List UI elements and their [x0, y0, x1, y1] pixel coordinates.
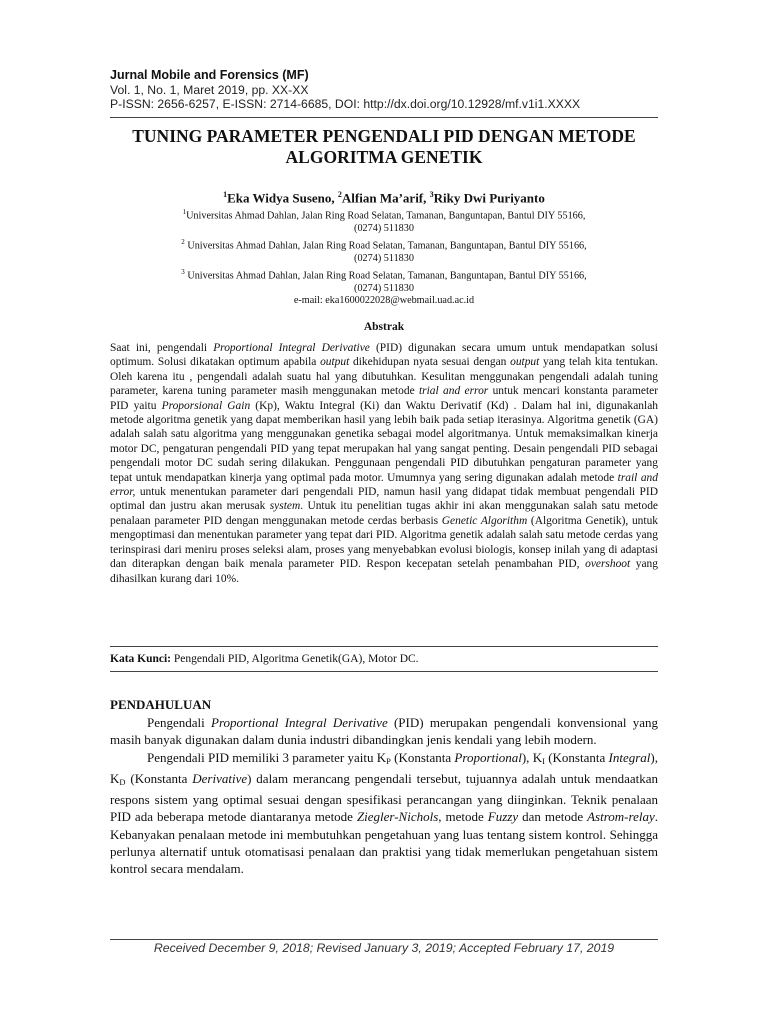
intro-paragraph-2-run: ), K	[521, 749, 543, 765]
intro-paragraph-1-run: Proportional Integral Derivative	[211, 715, 388, 730]
intro-paragraph-2-run: Ziegler-Nichols	[356, 809, 439, 825]
abstract-body	[110, 341, 658, 586]
keywords	[110, 653, 658, 665]
author-list	[110, 187, 658, 206]
abstract-text-run: untuk menentukan parameter dari pengendali PID, namun hasil yang didapat tidak membuat pengendali PID optimal dan justru akan merusak	[110, 486, 658, 513]
intro-paragraph-2-run: P	[386, 755, 391, 766]
intro-paragraph-2-run: D	[119, 776, 126, 787]
journal-issn-doi: P-ISSN: 2656-6257, E-ISSN: 2714-6685, DOI: http://dx.doi.org/10.12928/mf.v1i1.XXXX	[110, 97, 581, 111]
keywords-text: Pengendali PID, Algoritma Genetik(GA), Motor DC.	[171, 653, 419, 665]
header-rule	[110, 117, 658, 118]
abstract-text-run: (PID) digunakan secara umum untuk mendapatkan solusi optimum. Solusi dikatakan optimum apabila	[110, 342, 658, 369]
affiliation-3	[110, 266, 658, 283]
email: e-mail: eka1600022028@webmail.uad.ac.id	[293, 295, 475, 307]
abstract-text-run: system	[269, 500, 301, 513]
affiliation-2-phone: (0274) 511830	[354, 252, 414, 264]
affiliation-1	[110, 206, 658, 223]
abstract-heading: Abstrak	[363, 321, 405, 333]
section-heading-introduction: PENDAHULUAN	[110, 697, 212, 712]
author-1-name: Eka Widya Suseno,	[227, 190, 338, 206]
abstract-text-run: trial and error	[419, 385, 489, 398]
title-line-1: TUNING PARAMETER PENGENDALI PID DENGAN METODE	[132, 126, 636, 146]
footer-rule	[110, 939, 658, 940]
author-2-name: Alfian Ma’arif,	[341, 190, 430, 206]
intro-paragraph-2-run: , metode	[438, 809, 488, 825]
journal-name: Jurnal Mobile and Forensics (MF)	[110, 68, 309, 82]
abstract-text-run: yang dihasilkan kurang dari 10%.	[110, 558, 658, 585]
affiliation-2-address: Universitas Ahmad Dahlan, Jalan Ring Road Selatan, Tamanan, Banguntapan, Bantul DIY 55166,	[184, 240, 587, 252]
journal-volume: Vol. 1, No. 1, Maret 2019, pp. XX-XX	[110, 83, 309, 97]
abstract-text-run: . Untuk itu penelitian tugas akhir ini akan menggunakan salah satu metode penalaan parameter PID dengan menggunakan metode cerdas berbasis	[110, 500, 658, 527]
abstract-text-run: output	[510, 356, 540, 369]
intro-paragraph-1-run: (PID) merupakan pengendali konvensional yang masih banyak digunakan dalam dunia industri dibandingkan jenis kendali yang lebih modern.	[110, 715, 659, 748]
affiliation-3-sup: 3	[181, 267, 185, 276]
affiliation-2-sup: 2	[181, 237, 185, 246]
abstract-text-run: (Kp), Waktu Integral (Ki) dan Waktu Derivatif (Kd) . Dalam hal ini, digunakanlah metode algoritma genetik yang dapat memberikan hasil yang lebih baik pada setiap iterasinya. Algoritma genetik (GA) adalah salah satu algoritma yang menggunakan genetika sebagai model algoritmanya. Untuk memaksimalkan kinerja motor DC, pengaturan pengendali PID yang tepat merupakan hal yang sangat penting. Desain pengendali PID sebagai pengendali motor DC sudah sering dilakukan. Penggunaan pengendali PID dibutuhkan pengaturan parameter yang tepat untuk mendapatkan kinerja yang optimal pada motor. Umumnya yang sering digunakan adalah metode	[110, 399, 658, 484]
author-2-sup: 2	[337, 190, 342, 199]
intro-paragraph-2-run: Derivative	[192, 770, 248, 786]
affiliation-1-address: Universitas Ahmad Dahlan, Jalan Ring Road Selatan, Tamanan, Banguntapan, Bantul DIY 55166,	[186, 210, 586, 222]
intro-paragraph-2-run: ) dalam merancang pengendali tersebut, tujuannya adalah untuk mendaatkan respons sistem yang optimal sesuai dengan spesifikasi perancangan yang diinginkan. Teknik penalaan PID ada beberapa metode diantaranya metode	[110, 770, 658, 825]
affiliations	[110, 206, 658, 308]
abstract-text	[110, 341, 658, 586]
keywords-label: Kata Kunci:	[110, 653, 172, 665]
introduction-body	[110, 714, 658, 878]
author-1-sup: 1	[223, 190, 228, 199]
abstract-text-run: (Algoritma Genetik), untuk mengoptimasi dan menentukan parameter yang tepat dari PID. Algoritma genetik adalah salah satu metode cerdas yang terinspirasi dari meniru proses seleksi alam, proses yang menyebabkan evolusi biologis, konsep inilah yang di adaptasi dan diterapkan dengan baik menala parameter PID. Respon kecepatan setelah penambahan PID,	[110, 514, 659, 571]
paper-title	[110, 126, 658, 168]
abstract-text-run: Genetic Algorithm	[441, 514, 528, 527]
abstract-text-run: dikehidupan nyata sesuai dengan	[349, 356, 511, 369]
intro-paragraph-2	[110, 749, 658, 878]
keywords-bottom-rule	[110, 671, 658, 672]
abstract-text-run: Proportional Integral Derivative	[213, 342, 370, 354]
intro-paragraph-2-run: Fuzzy	[487, 809, 519, 825]
intro-paragraph-2-run: Proportional	[454, 749, 522, 765]
affiliation-1-sup: 1	[182, 208, 187, 216]
intro-paragraph-2-run: I	[542, 755, 545, 766]
intro-paragraph-1	[110, 714, 658, 749]
abstract-text-run: output	[320, 356, 350, 369]
keywords-top-rule	[110, 646, 658, 647]
intro-paragraph-2-run: (Konstanta	[390, 749, 455, 765]
intro-paragraph-2-run: Astrom-relay	[587, 809, 655, 825]
affiliation-3-phone: (0274) 511830	[354, 282, 414, 294]
author-3-sup: 3	[429, 190, 434, 199]
intro-paragraph-2-run: (Konstanta	[125, 770, 193, 786]
title-line-2: ALGORITMA GENETIK	[285, 147, 483, 167]
affiliation-1-phone: (0274) 511830	[354, 223, 414, 235]
author-3-name: Riky Dwi Puriyanto	[433, 190, 545, 206]
abstract-text-run: Proporsional Gain	[161, 399, 251, 412]
journal-header	[110, 68, 670, 111]
abstract-text-run: overshoot	[585, 558, 631, 571]
abstract-text-run: untuk mencari konstanta parameter PID yaitu	[110, 385, 659, 412]
intro-paragraph-2-run: ), K	[110, 749, 658, 786]
footer-dates: Received December 9, 2018; Revised January 3, 2019; Accepted February 17, 2019	[153, 941, 615, 955]
affiliation-2	[110, 236, 658, 253]
abstract-text-run: Saat ini, pengendali	[110, 342, 214, 354]
intro-paragraph-2-run: . Kebanyakan penalaan metode ini membutuhkan pengetahuan yang luas tentang sistem kontrol. Sehingga perlunya alternatif untuk otomatisasi penalaan dan praktisi yang tidak memerlukan pengetahuan sistem kontrol secara mendalam.	[110, 809, 658, 877]
intro-paragraph-2-run: dan metode	[518, 809, 588, 825]
abstract-text-run: yang telah kita tentukan. Oleh karena itu , pengendali adalah suatu hal yang dibutuhkan. Kesulitan menggunakan pengendali adalah tuning parameter, karena tuning parameter masih menggunakan metode	[110, 356, 658, 398]
abstract-text-run: trail and error,	[110, 471, 658, 499]
intro-paragraph-2-run: Pengendali PID memiliki 3 parameter yaitu K	[147, 749, 387, 765]
affiliation-3-address: Universitas Ahmad Dahlan, Jalan Ring Road Selatan, Tamanan, Banguntapan, Bantul DIY 55166,	[184, 269, 587, 281]
intro-paragraph-2-run: Integral	[608, 749, 651, 765]
intro-paragraph-2-run: (Konstanta	[544, 749, 609, 765]
intro-paragraph-1-run: Pengendali	[147, 715, 212, 730]
